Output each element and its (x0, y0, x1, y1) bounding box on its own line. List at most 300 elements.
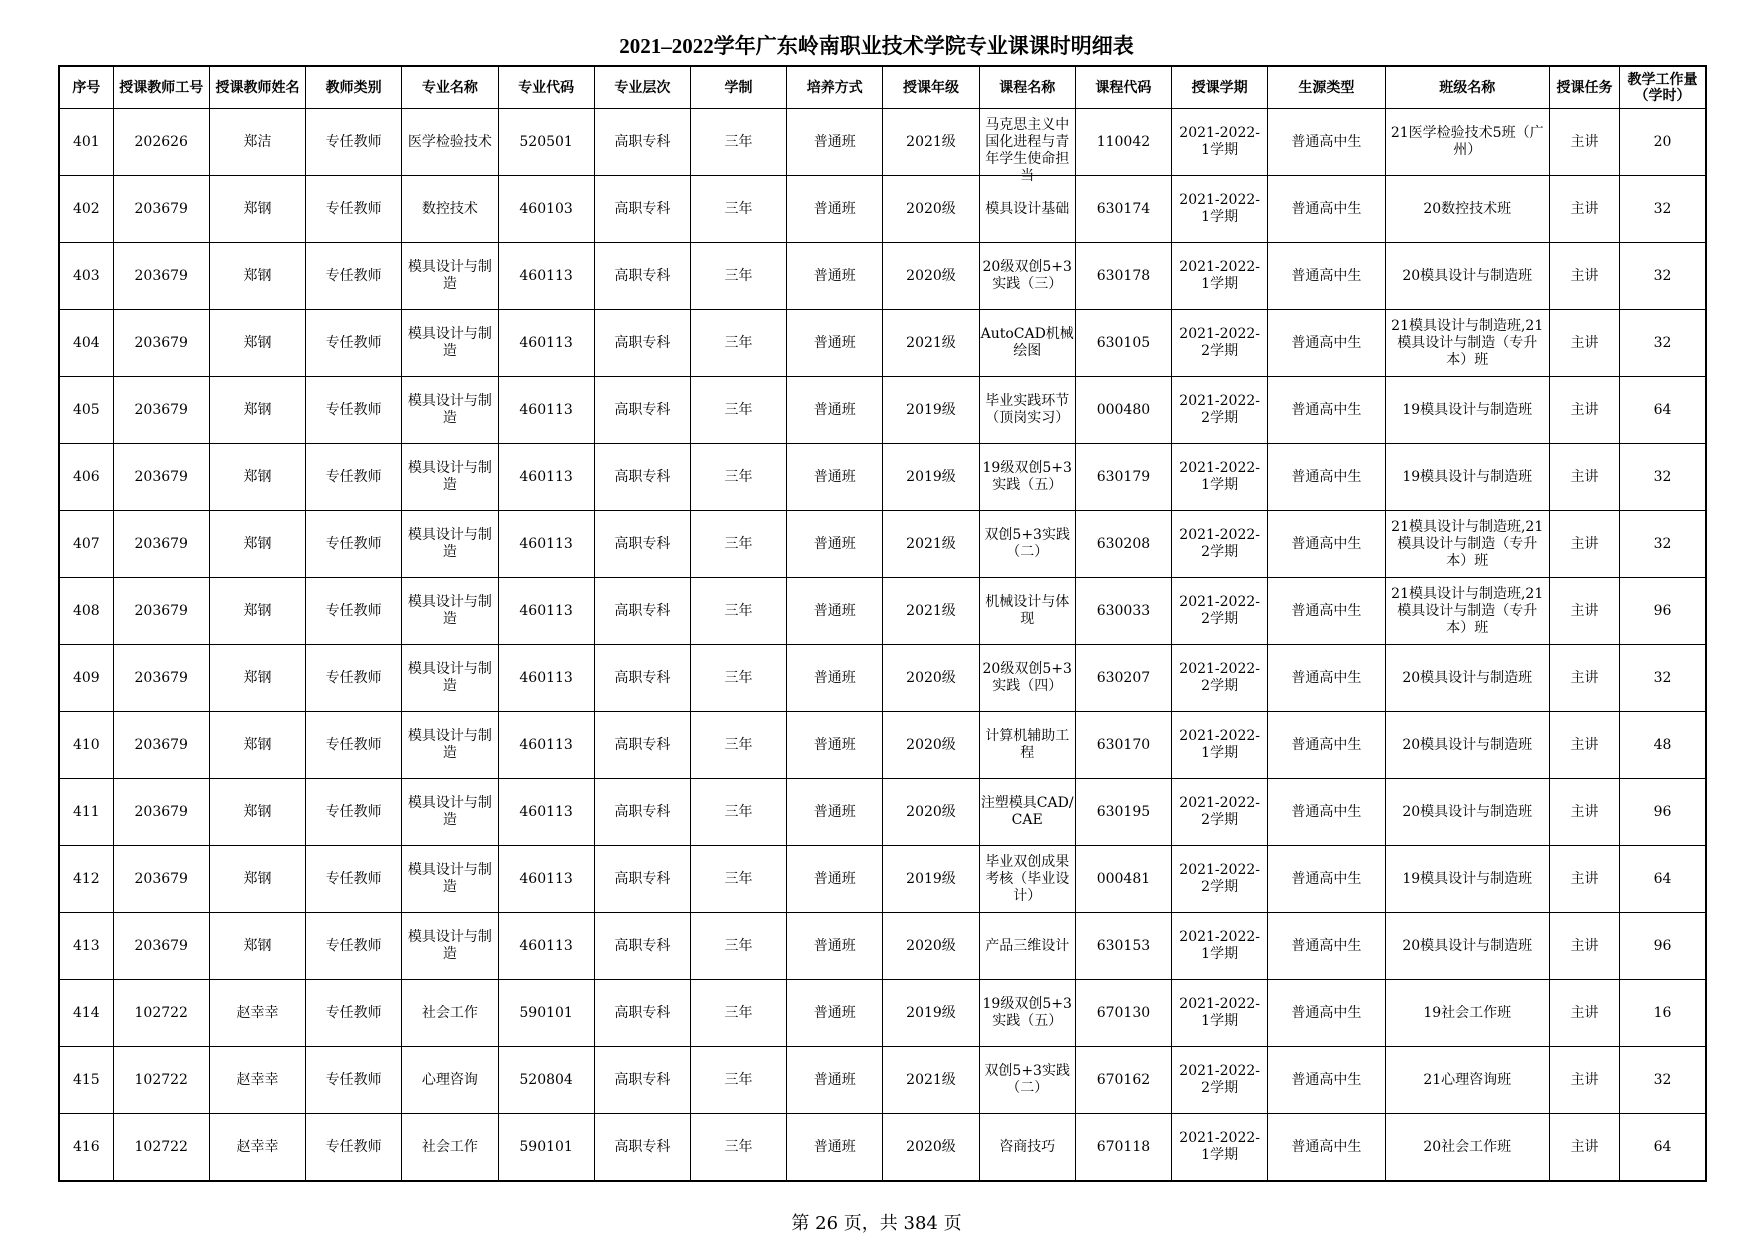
table-cell: 19模具设计与制造班 (1385, 377, 1549, 444)
table-cell: 32 (1620, 645, 1706, 712)
table-cell: 460113 (498, 779, 594, 846)
table-cell: 2021级 (883, 310, 979, 377)
table-cell: 64 (1620, 377, 1706, 444)
table-cell: 460113 (498, 511, 594, 578)
course-hours-table (58, 65, 1707, 1182)
column-header: 教师类别 (306, 66, 402, 109)
table-cell: 专任教师 (306, 176, 402, 243)
table-cell: 高职专科 (594, 980, 690, 1047)
table-cell: 普通高中生 (1268, 712, 1385, 779)
table-cell: 2021-2022-1学期 (1172, 1114, 1268, 1182)
table-cell: 460113 (498, 846, 594, 913)
table-cell: 专任教师 (306, 310, 402, 377)
table-cell: 郑钢 (209, 310, 305, 377)
table-cell: 401 (59, 109, 113, 176)
table-cell: 630105 (1075, 310, 1171, 377)
table-cell: 460113 (498, 310, 594, 377)
table-cell: 专任教师 (306, 846, 402, 913)
table-cell: 专任教师 (306, 779, 402, 846)
table-cell: 2020级 (883, 645, 979, 712)
document-title: 2021–2022学年广东岭南职业技术学院专业课课时明细表 (619, 34, 1134, 58)
table-cell: 主讲 (1549, 511, 1619, 578)
table-cell: 主讲 (1549, 243, 1619, 310)
table-cell: 主讲 (1549, 1047, 1619, 1114)
course-name: 产品三维设计 (985, 937, 1070, 954)
table-cell: 主讲 (1549, 310, 1619, 377)
table-cell: 普通高中生 (1268, 913, 1385, 980)
table-cell: 20模具设计与制造班 (1385, 779, 1549, 846)
course-name: 计算机辅助工程 (985, 728, 1070, 761)
table-cell: 模具设计与制造 (402, 578, 498, 645)
table-cell: 赵幸幸 (209, 1114, 305, 1182)
table-cell: 模具设计与制造 (402, 310, 498, 377)
table-cell: 2021级 (883, 1047, 979, 1114)
table-body (59, 109, 1706, 1182)
table-cell: 主讲 (1549, 913, 1619, 980)
table-cell: 203679 (113, 377, 209, 444)
table-cell: 630178 (1075, 243, 1171, 310)
table-cell: 主讲 (1549, 1114, 1619, 1182)
table-cell: 590101 (498, 980, 594, 1047)
table-cell: 2020级 (883, 176, 979, 243)
table-cell: 普通班 (787, 712, 883, 779)
table-cell: 48 (1620, 712, 1706, 779)
column-header: 授课任务 (1549, 66, 1619, 109)
column-header: 授课教师工号 (113, 66, 209, 109)
table-row (59, 578, 1706, 645)
table-cell: 三年 (690, 310, 786, 377)
table-cell: 三年 (690, 980, 786, 1047)
table-cell: 专任教师 (306, 1047, 402, 1114)
table-cell: 主讲 (1549, 846, 1619, 913)
table-cell (979, 1114, 1075, 1182)
table-cell: 64 (1620, 1114, 1706, 1182)
table-cell: 411 (59, 779, 113, 846)
table-cell: 普通班 (787, 913, 883, 980)
table-cell: 高职专科 (594, 913, 690, 980)
table-cell: 64 (1620, 846, 1706, 913)
table-cell: 630208 (1075, 511, 1171, 578)
table-cell: 630033 (1075, 578, 1171, 645)
table-cell: 高职专科 (594, 712, 690, 779)
table-cell: 三年 (690, 176, 786, 243)
table-cell: 普通高中生 (1268, 779, 1385, 846)
table-cell: 郑钢 (209, 243, 305, 310)
table-cell: 主讲 (1549, 377, 1619, 444)
course-name: 毕业实践环节（顶岗实习） (985, 393, 1070, 426)
table-cell: 普通班 (787, 109, 883, 176)
table-cell: 普通高中生 (1268, 310, 1385, 377)
table-cell: 专任教师 (306, 980, 402, 1047)
table-cell: 高职专科 (594, 511, 690, 578)
table-cell: 赵幸幸 (209, 1047, 305, 1114)
table-cell: 模具设计与制造 (402, 444, 498, 511)
table-cell: 专任教师 (306, 1114, 402, 1182)
table-cell: 普通班 (787, 645, 883, 712)
table-cell: 郑钢 (209, 712, 305, 779)
table-cell: 2021级 (883, 511, 979, 578)
table-cell: 96 (1620, 913, 1706, 980)
table-cell (979, 1047, 1075, 1114)
table-cell: 医学检验技术 (402, 109, 498, 176)
table-row (59, 243, 1706, 310)
table-cell: 670130 (1075, 980, 1171, 1047)
table-cell: 19模具设计与制造班 (1385, 444, 1549, 511)
table-cell: 407 (59, 511, 113, 578)
table-cell: 主讲 (1549, 645, 1619, 712)
table-cell: 413 (59, 913, 113, 980)
table-cell: 普通高中生 (1268, 980, 1385, 1047)
table-cell: 203679 (113, 645, 209, 712)
column-header: 生源类型 (1268, 66, 1385, 109)
table-cell: 普通班 (787, 310, 883, 377)
table-cell: 21模具设计与制造班,21模具设计与制造（专升本）班 (1385, 578, 1549, 645)
table-cell: 专任教师 (306, 913, 402, 980)
table-cell: 2019级 (883, 444, 979, 511)
table-cell: 2021-2022-2学期 (1172, 377, 1268, 444)
table-row (59, 310, 1706, 377)
table-cell: 普通班 (787, 1047, 883, 1114)
table-cell: 20社会工作班 (1385, 1114, 1549, 1182)
table-cell: 三年 (690, 511, 786, 578)
table-cell: 32 (1620, 444, 1706, 511)
table-row (59, 913, 1706, 980)
table-cell: 普通高中生 (1268, 243, 1385, 310)
course-name: 20级双创5+3实践（四） (982, 661, 1072, 694)
table-cell: 630179 (1075, 444, 1171, 511)
table-cell: 460113 (498, 578, 594, 645)
table-cell: 102722 (113, 1047, 209, 1114)
table-cell: 96 (1620, 779, 1706, 846)
table-cell: 2021-2022-2学期 (1172, 846, 1268, 913)
table-cell: 高职专科 (594, 846, 690, 913)
table-cell: 赵幸幸 (209, 980, 305, 1047)
table-cell: 普通班 (787, 176, 883, 243)
course-name: 注塑模具CAD/CAE (980, 795, 1074, 828)
table-cell (979, 444, 1075, 511)
column-header: 课程代码 (1075, 66, 1171, 109)
table-cell: 32 (1620, 310, 1706, 377)
table-cell: 460113 (498, 377, 594, 444)
table-cell: 416 (59, 1114, 113, 1182)
table-cell: 102722 (113, 1114, 209, 1182)
course-name: 机械设计与体现 (985, 594, 1070, 627)
table-cell: 404 (59, 310, 113, 377)
table-cell: 普通班 (787, 444, 883, 511)
table-cell: 普通班 (787, 1114, 883, 1182)
table-cell: 普通高中生 (1268, 846, 1385, 913)
table-row (59, 511, 1706, 578)
table-cell: 19社会工作班 (1385, 980, 1549, 1047)
table-cell: 普通高中生 (1268, 176, 1385, 243)
table-cell: 2020级 (883, 779, 979, 846)
table-cell: 670118 (1075, 1114, 1171, 1182)
header-row (59, 66, 1706, 109)
table-row (59, 444, 1706, 511)
table-cell: 203679 (113, 913, 209, 980)
table-cell (979, 578, 1075, 645)
table-cell (979, 913, 1075, 980)
table-cell: 模具设计与制造 (402, 913, 498, 980)
table-cell: 590101 (498, 1114, 594, 1182)
table-cell: 460113 (498, 444, 594, 511)
table-cell (979, 779, 1075, 846)
table-cell: 2021-2022-1学期 (1172, 176, 1268, 243)
table-cell: 高职专科 (594, 310, 690, 377)
table-row (59, 176, 1706, 243)
table-cell: 21医学检验技术5班（广州） (1385, 109, 1549, 176)
table-cell: 普通高中生 (1268, 109, 1385, 176)
table-cell: 2021-2022-1学期 (1172, 243, 1268, 310)
table-cell (979, 176, 1075, 243)
table-header (59, 66, 1706, 109)
table-row (59, 779, 1706, 846)
table-cell: 2020级 (883, 1114, 979, 1182)
table-cell: 三年 (690, 1114, 786, 1182)
table-cell: 2021-2022-2学期 (1172, 645, 1268, 712)
table-cell (979, 377, 1075, 444)
table-cell: 21模具设计与制造班,21模具设计与制造（专升本）班 (1385, 310, 1549, 377)
table-row (59, 645, 1706, 712)
column-header: 专业名称 (402, 66, 498, 109)
table-cell: 专任教师 (306, 109, 402, 176)
table-cell: 21心理咨询班 (1385, 1047, 1549, 1114)
table-cell: 2021-2022-2学期 (1172, 511, 1268, 578)
course-name: 19级双创5+3实践（五） (982, 996, 1072, 1029)
table-cell: 2021-2022-2学期 (1172, 1047, 1268, 1114)
table-cell: 520501 (498, 109, 594, 176)
table-cell: 普通高中生 (1268, 377, 1385, 444)
table-cell: 专任教师 (306, 511, 402, 578)
table-cell: 三年 (690, 645, 786, 712)
course-name: 双创5+3实践（二） (984, 527, 1070, 560)
table-cell: 402 (59, 176, 113, 243)
table-cell: 203679 (113, 846, 209, 913)
table-cell: 模具设计与制造 (402, 779, 498, 846)
table-cell: 三年 (690, 712, 786, 779)
table-cell: 模具设计与制造 (402, 846, 498, 913)
column-header: 班级名称 (1385, 66, 1549, 109)
table-cell: 2021-2022-1学期 (1172, 980, 1268, 1047)
table-cell: 409 (59, 645, 113, 712)
table-row (59, 1114, 1706, 1182)
column-header: 课程名称 (979, 66, 1075, 109)
table-cell: 三年 (690, 444, 786, 511)
table-cell: 模具设计与制造 (402, 712, 498, 779)
column-header: 教学工作量（学时） (1620, 66, 1706, 109)
table-cell: 32 (1620, 1047, 1706, 1114)
table-cell: 模具设计与制造 (402, 243, 498, 310)
table-cell: 2019级 (883, 377, 979, 444)
table-cell: 202626 (113, 109, 209, 176)
table-cell: 普通班 (787, 779, 883, 846)
table-cell: 20模具设计与制造班 (1385, 645, 1549, 712)
table-cell: 普通高中生 (1268, 578, 1385, 645)
table-cell: 630207 (1075, 645, 1171, 712)
table-cell: 630170 (1075, 712, 1171, 779)
table-cell: 专任教师 (306, 243, 402, 310)
course-name: 咨商技巧 (999, 1138, 1056, 1155)
table-cell: 203679 (113, 176, 209, 243)
table-cell: 普通高中生 (1268, 645, 1385, 712)
table-cell: 102722 (113, 980, 209, 1047)
table-row (59, 712, 1706, 779)
column-header: 序号 (59, 66, 113, 109)
table-cell: 20 (1620, 109, 1706, 176)
column-header: 授课教师姓名 (209, 66, 305, 109)
table-cell: 普通高中生 (1268, 1047, 1385, 1114)
table-cell: 社会工作 (402, 980, 498, 1047)
table-cell: 203679 (113, 310, 209, 377)
table-cell: 2020级 (883, 913, 979, 980)
table-cell: 32 (1620, 176, 1706, 243)
table-cell: 96 (1620, 578, 1706, 645)
table-cell: 主讲 (1549, 980, 1619, 1047)
table-cell: 460103 (498, 176, 594, 243)
table-row (59, 846, 1706, 913)
table-cell: 2021-2022-1学期 (1172, 712, 1268, 779)
table-cell: 主讲 (1549, 779, 1619, 846)
table-cell: 408 (59, 578, 113, 645)
course-name: 模具设计基础 (985, 200, 1070, 217)
table-cell: 主讲 (1549, 578, 1619, 645)
table-cell: 主讲 (1549, 109, 1619, 176)
table-cell: 2019级 (883, 846, 979, 913)
table-cell: 郑钢 (209, 779, 305, 846)
table-cell (979, 980, 1075, 1047)
table-cell (979, 243, 1075, 310)
table-cell: 社会工作 (402, 1114, 498, 1182)
table-cell: 高职专科 (594, 645, 690, 712)
course-name: 马克思主义中国化进程与青年学生使命担当 (985, 116, 1070, 184)
table-cell: 高职专科 (594, 779, 690, 846)
table-cell: 郑钢 (209, 377, 305, 444)
table-cell: 高职专科 (594, 1114, 690, 1182)
table-cell: 三年 (690, 578, 786, 645)
table-cell: 普通高中生 (1268, 444, 1385, 511)
table-cell: 000480 (1075, 377, 1171, 444)
table-cell: 460113 (498, 645, 594, 712)
table-row (59, 109, 1706, 176)
table-cell: 主讲 (1549, 712, 1619, 779)
table-cell: 专任教师 (306, 444, 402, 511)
table-cell: 专任教师 (306, 645, 402, 712)
table-cell: 16 (1620, 980, 1706, 1047)
table-cell: 203679 (113, 243, 209, 310)
table-cell: 普通班 (787, 846, 883, 913)
table-cell: 20模具设计与制造班 (1385, 913, 1549, 980)
table-cell (979, 846, 1075, 913)
table-cell: 20数控技术班 (1385, 176, 1549, 243)
table-cell: 专任教师 (306, 712, 402, 779)
table-cell: 630195 (1075, 779, 1171, 846)
table-cell: 三年 (690, 243, 786, 310)
table-cell: 普通高中生 (1268, 511, 1385, 578)
table-cell: 2021级 (883, 109, 979, 176)
table-cell: 2020级 (883, 243, 979, 310)
table-cell: 数控技术 (402, 176, 498, 243)
table-cell: 520804 (498, 1047, 594, 1114)
table-cell: 三年 (690, 913, 786, 980)
table-cell: 000481 (1075, 846, 1171, 913)
table-cell: 2019级 (883, 980, 979, 1047)
table-cell: 模具设计与制造 (402, 645, 498, 712)
table-cell: 414 (59, 980, 113, 1047)
column-header: 专业层次 (594, 66, 690, 109)
table-cell: 630174 (1075, 176, 1171, 243)
table-cell: 203679 (113, 578, 209, 645)
table-cell (979, 511, 1075, 578)
table-cell: 普通班 (787, 243, 883, 310)
table-cell: 460113 (498, 243, 594, 310)
table-cell: 2021-2022-1学期 (1172, 913, 1268, 980)
table-cell: 405 (59, 377, 113, 444)
table-cell: 20模具设计与制造班 (1385, 712, 1549, 779)
table-cell: 21模具设计与制造班,21模具设计与制造（专升本）班 (1385, 511, 1549, 578)
table-cell: 415 (59, 1047, 113, 1114)
table-cell: 普通高中生 (1268, 1114, 1385, 1182)
table-cell (979, 712, 1075, 779)
table-cell: 203679 (113, 444, 209, 511)
table-cell: 2020级 (883, 712, 979, 779)
column-header: 培养方式 (787, 66, 883, 109)
table-cell: 2021-2022-1学期 (1172, 444, 1268, 511)
course-name: 19级双创5+3实践（五） (982, 460, 1072, 493)
table-cell: 高职专科 (594, 109, 690, 176)
table-cell: 郑钢 (209, 444, 305, 511)
column-header: 授课年级 (883, 66, 979, 109)
table-cell: 630153 (1075, 913, 1171, 980)
table-cell: 412 (59, 846, 113, 913)
table-cell: 心理咨询 (402, 1047, 498, 1114)
table-row (59, 1047, 1706, 1114)
table-cell: 20模具设计与制造班 (1385, 243, 1549, 310)
table-cell: 三年 (690, 109, 786, 176)
table-cell: 110042 (1075, 109, 1171, 176)
table-cell: 32 (1620, 511, 1706, 578)
table-cell: 三年 (690, 779, 786, 846)
table-cell: 三年 (690, 377, 786, 444)
course-name: 毕业双创成果考核（毕业设计） (985, 853, 1070, 904)
course-name: AutoCAD机械绘图 (980, 326, 1074, 359)
table-cell: 三年 (690, 846, 786, 913)
table-cell: 2021-2022-2学期 (1172, 779, 1268, 846)
table-cell: 三年 (690, 1047, 786, 1114)
table-cell: 460113 (498, 712, 594, 779)
table-row (59, 980, 1706, 1047)
column-header: 专业代码 (498, 66, 594, 109)
table-cell: 2021-2022-2学期 (1172, 578, 1268, 645)
table-cell: 郑钢 (209, 846, 305, 913)
course-name: 20级双创5+3实践（三） (982, 259, 1072, 292)
table-cell: 410 (59, 712, 113, 779)
table-cell: 高职专科 (594, 444, 690, 511)
table-cell: 203679 (113, 779, 209, 846)
table-row (59, 377, 1706, 444)
table-cell: 高职专科 (594, 578, 690, 645)
table-cell: 普通班 (787, 511, 883, 578)
table-cell: 203679 (113, 511, 209, 578)
table-cell: 460113 (498, 913, 594, 980)
table-cell: 模具设计与制造 (402, 377, 498, 444)
table-cell: 高职专科 (594, 243, 690, 310)
table-cell: 2021-2022-2学期 (1172, 310, 1268, 377)
table-cell: 203679 (113, 712, 209, 779)
table-cell: 专任教师 (306, 377, 402, 444)
table-cell: 高职专科 (594, 377, 690, 444)
table-cell: 郑钢 (209, 511, 305, 578)
table-cell (979, 310, 1075, 377)
